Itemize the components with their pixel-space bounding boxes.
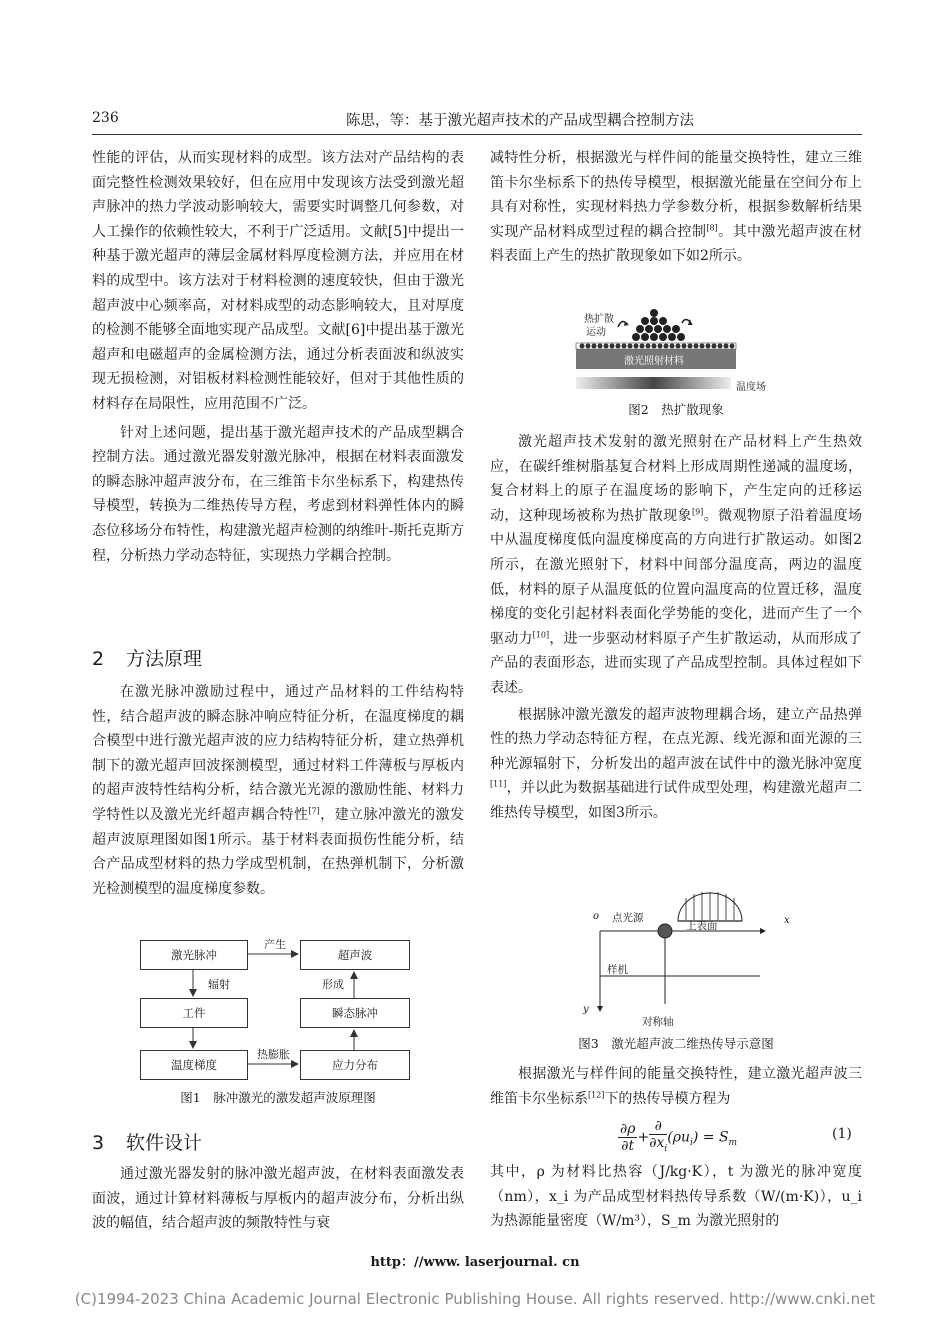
label-x-axis: x xyxy=(784,915,790,926)
label-origin: o xyxy=(593,911,600,922)
page-number: 236 xyxy=(92,110,119,126)
paragraph: 激光超声技术发射的激光照射在产品材料上产生热效应，在碳纤维树脂基复合材料上形成周期性递减的温度场，复合材料上的原子在温度场的影响下，产生定向的迁移运动，这种现场被称为热扩散现象[9]。微观物原子沿着温度场中从温度梯度低向温度梯度高的方向进行扩散运动。如图2所示，在激光照射下，材料中间部分温度高，两边的温度低，材料的原子从温度低的位置向温度高的位置迁移，温度梯度的变化引起材料表面化学势能的变化，进而产生了一个驱动力[10]，进一步驱动材料原子产生扩散运动，从而形成了产品的表面形态，进而实现了产品成型控制。具体过程如下表述。 xyxy=(490,434,863,696)
figure-3-caption: 图3 激光超声波二维热传导示意图 xyxy=(578,1036,774,1051)
box-stress-distribution: 应力分布 xyxy=(300,1050,410,1080)
box-workpiece: 工件 xyxy=(140,998,248,1028)
paragraph: 其中，ρ 为材料比热容（J/kg·K），t 为激光的脉冲宽度（nm），x_i 为产品成型材料热传导系数（W/(m·K)），u_i 为热源能量密度（W/m³），S_m 为激光照射的 xyxy=(490,1164,862,1230)
citation: [7] xyxy=(308,806,320,816)
figure-1-arrows xyxy=(130,930,430,1090)
citation: [12] xyxy=(588,1089,605,1099)
paragraph: 根据脉冲激光激发的超声波物理耦合场，建立产品热弹性的热力学动态特征方程，在点光源、线光源和面光源的三种光源辐射下，分析发出的超声波在试件中的激光脉冲宽度[11]，并以此为数据基础进行试件成型处理，构建激光超声二维热传导模型，如图3所示。 xyxy=(490,706,862,821)
label-irradiated-material: 激光照射材料 xyxy=(624,356,684,367)
equation-1: $\frac{\partial\rho}{\partial t}$ + $\frac{\partial}{\partial x_i}$ $(\rho u_i) = S_m$ xyxy=(620,1118,738,1154)
paragraph: 性能的评估，从而实现材料的成型。该方法对产品结构的表面完整性检测效果较好，但在应用中发现该方法受到激光超声脉冲的热力学波动影响较大，需要实时调整几何参数，对人工操作的依赖性较大，不利于广泛适用。文献[5]中提出一种基于激光超声的薄层金属材料厚度检测方法，并应用在材料的成型中。该方法对于材料检测的速度较快，但由于激光超声波中心频率高，对材料成型的动态影响较大，且对厚度的检测不能够全面地实现产品成型。文献[6]中提出基于激光超声和电磁超声的金属检测方法，通过分析表面波和纵波实现无损检测，对铝板材料检测性能较好，但对于其他性质的材料存在局限性，应用范围不广泛。 xyxy=(92,150,464,412)
figure-2-caption: 图2 热扩散现象 xyxy=(628,402,724,417)
box-transient-pulse: 瞬态脉冲 xyxy=(300,998,410,1028)
figure-3-diagram xyxy=(590,876,780,1026)
copyright-notice: (C)1994-2023 China Academic Journal Electronic Publishing House. All rights reserved. http://www.cnki.net xyxy=(74,1290,876,1308)
label-radiate: 辐射 xyxy=(208,978,230,991)
box-laser-pulse: 激光脉冲 xyxy=(140,940,248,970)
footer-url: http：//www. laserjournal. cn xyxy=(370,1255,580,1270)
label-y-axis: y xyxy=(583,1004,589,1015)
running-title: 陈思，等：基于激光超声技术的产品成型耦合控制方法 xyxy=(346,113,694,129)
figure-1-caption: 图1 脉冲激光的激发超声波原理图 xyxy=(180,1090,376,1105)
header-rule xyxy=(92,134,862,135)
paragraph: 减特性分析，根据激光与样件间的能量交换特性，建立三维笛卡尔坐标系下的热传导模型，根据激光能量在空间分布上具有对称性，实现材料热力学参数分析，根据参数解析结果实现产品材料成型过程的耦合控制[8]。其中激光超声波在材料表面上产生的热扩散现象如下如2所示。 xyxy=(490,150,863,265)
citation: [10] xyxy=(532,630,550,640)
left-column-top xyxy=(92,146,464,568)
right-column-eq-intro xyxy=(490,1062,862,1111)
left-column-bottom xyxy=(92,1162,464,1236)
label-thermal-expansion: 热膨胀 xyxy=(257,1048,290,1061)
paragraph: 针对上述问题，提出基于激光超声技术的产品成型耦合控制方法。通过激光器发射激光脉冲，根据在材料表面激发的瞬态脉冲超声波分布，在三维笛卡尔坐标系下，构建热传导模型，转换为二维热传导方程，考虑到材料弹性体内的瞬态位移场分布特性，构建激光超声检测的纳维叶-斯托克斯方程，分析热力学动态特征，实现热力学耦合控制。 xyxy=(92,424,464,564)
label-produce: 产生 xyxy=(264,938,286,951)
label-upper-surface: 上表面 xyxy=(686,920,718,932)
citation: [9] xyxy=(691,507,704,517)
label-form: 形成 xyxy=(322,978,344,991)
section-heading-2: 2 方法原理 xyxy=(92,648,203,670)
right-column-mid xyxy=(490,430,862,826)
label-sample: 样机 xyxy=(607,964,628,976)
label-point-source: 点光源 xyxy=(612,912,644,924)
section-heading-3: 3 软件设计 xyxy=(92,1132,203,1154)
label-temperature-field: 温度场 xyxy=(736,382,766,393)
left-column-mid xyxy=(92,680,464,901)
right-column-bottom xyxy=(490,1160,862,1234)
right-column-top xyxy=(490,146,862,269)
paragraph: 在激光脉冲激励过程中，通过产品材料的工件结构特性，结合超声波的瞬态脉冲响应特征分析，在温度梯度的耦合模型中进行激光超声波的应力结构特征分析，建立热弹机制下的激光超声回波探测模型，通过材料工件薄板与厚板内的超声波特性结构分析，结合激光光源的激励性能、材料力学特性以及激光光纤超声耦合特性[7]，建立脉冲激光的激发超声波原理图如图1所示。基于材料表面损伤性能分析，结合产品成型材料的热力学成型机制，在热弹机制下，分析激光检测模型的温度梯度参数。 xyxy=(92,684,465,897)
box-temp-gradient: 温度梯度 xyxy=(140,1050,248,1080)
citation: [8] xyxy=(706,223,718,233)
citation: [11] xyxy=(490,779,507,789)
paragraph: 通过激光器发射的脉冲激光超声波，在材料表面激发表面波，通过计算材料薄板与厚板内的超声波分布，分析出纵波的幅值，结合超声波的频散特性与衰 xyxy=(92,1166,464,1232)
label-thermal-motion-2: 运动 xyxy=(586,327,606,338)
equation-number: (1) xyxy=(832,1126,852,1142)
label-symmetry-axis: 对称轴 xyxy=(642,1016,674,1028)
paragraph: 根据激光与样件间的能量交换特性，建立激光超声波三维笛卡尔坐标系[12]下的热传导模方程为 xyxy=(490,1066,862,1107)
box-ultrasonic: 超声波 xyxy=(300,940,410,970)
label-thermal-motion-1: 热扩散 xyxy=(584,314,614,325)
